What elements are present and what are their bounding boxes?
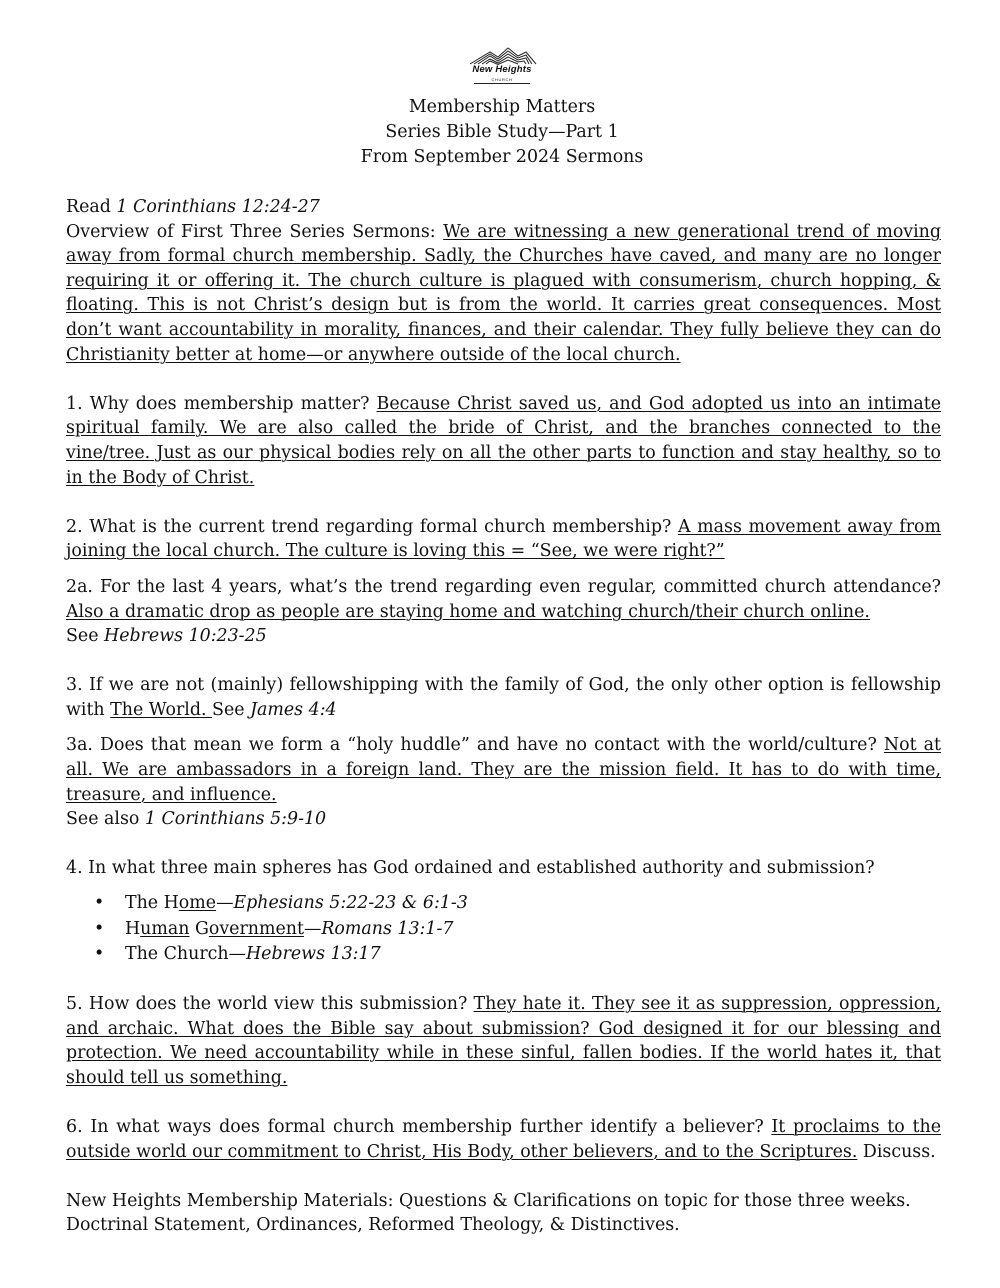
item-underlined: overnment <box>208 918 304 939</box>
mountain-icon <box>460 46 544 66</box>
question-2 <box>66 515 941 564</box>
item-underlined: ome <box>178 893 217 914</box>
overview-paragraph <box>66 220 941 368</box>
footer-line: Doctrinal Statement, Ordinances, Reformed Theology, & Distinctives. <box>66 1215 680 1236</box>
list-item <box>66 942 941 968</box>
scripture-reference: 1 Corinthians 5:9-10 <box>144 809 327 830</box>
scripture-reference: Hebrews 10:23-25 <box>104 626 267 647</box>
see-label: See <box>66 626 105 647</box>
scripture-reference: 1 Corinthians 12:24-27 <box>116 197 320 217</box>
document-source: From September 2024 Sermons <box>360 147 644 167</box>
question-text: 6. In what ways does formal church membership further identify a believer? <box>66 1117 772 1138</box>
read-line <box>66 195 941 220</box>
overview-label: Overview of First Three Series Sermons: <box>66 221 444 242</box>
footer-line: New Heights Membership Materials: Questions & Clarifications on topic for those three weeks. <box>66 1190 911 1211</box>
overview-answer: We are witnessing a new generational trend of moving away from formal church membership. Sadly, the Churches have caved, and many are no longer requiring it or offering it. The church culture is plagued with consumerism, church hopping, & floating. This is not Christ’s design but is from the world. It carries great consequences. Most don’t want accountability in morality, finances, and their calendar. They fully believe they can do Christianity better at home—or anywhere outside of the local church. <box>66 221 942 365</box>
answer-text: The World. <box>110 699 213 720</box>
question-text: 5. How does the world view this submission? <box>66 994 474 1015</box>
scripture-reference: Ephesians 5:22-23 & 6:1-3 <box>233 893 468 914</box>
bullet-icon: • <box>94 918 105 939</box>
read-label: Read <box>66 197 117 217</box>
answer-text: It proclaims to the outside world our commitment to Christ, His Body, other believers, and to the Scriptures. <box>66 1117 941 1162</box>
document-subtitle: Series Bible Study—Part 1 <box>385 122 619 142</box>
church-logo <box>460 46 544 90</box>
answer-text: Not at all. We are ambassadors in a foreign land. They are the mission field. It has to do with time, treasure, and influence. <box>66 735 942 805</box>
study-content <box>66 195 941 1238</box>
footer-note <box>66 1189 941 1238</box>
document-header <box>0 95 1000 170</box>
item-text: The H <box>125 893 179 914</box>
question-text: 3a. Does that mean we form a “holy huddle” and have no contact with the world/culture? <box>66 735 884 756</box>
list-item <box>66 917 941 943</box>
question-5 <box>66 992 941 1090</box>
question-text: 3. If we are not (mainly) fellowshipping with the family of God, the only other option is fellowship with <box>66 675 941 720</box>
logo-divider <box>474 83 530 84</box>
scripture-reference: Hebrews 13:17 <box>245 944 381 965</box>
item-underlined: uman <box>140 918 190 939</box>
question-6 <box>66 1115 941 1164</box>
list-item <box>66 891 941 917</box>
question-text: 2. What is the current trend regarding formal church membership? <box>66 516 678 537</box>
question-1 <box>66 392 941 490</box>
question-2a <box>66 575 941 649</box>
discuss-text: Discuss. <box>857 1141 936 1162</box>
answer-text: Also a dramatic drop as people are staying home and watching church/their church online. <box>66 601 870 622</box>
answer-text: Because Christ saved us, and God adopted us into an intimate spiritual family. We are also called the bride of Christ, and the branches connected to the vine/tree. Just as our physical bodies rely on all the other parts to function and stay healthy, so to in the Body of Christ. <box>66 393 941 488</box>
answer-text: A mass movement away from joining the local church. The culture is loving this = “See, we were right?” <box>66 516 941 562</box>
question-text: 1. Why does membership matter? <box>66 393 377 414</box>
item-text: H <box>125 918 141 939</box>
see-label: See <box>212 699 251 720</box>
logo-subtitle: CHURCH <box>491 77 513 82</box>
item-dash: — <box>216 893 234 914</box>
question-text: 2a. For the last 4 years, what’s the trend regarding even regular, committed church attendance? <box>66 576 941 597</box>
bullet-icon: • <box>94 893 105 914</box>
scripture-reference: Romans 13:1-7 <box>321 918 454 939</box>
logo-name: New Heights <box>472 64 532 75</box>
answer-text: They hate it. They see it as suppression, oppression, and archaic. What does the Bible say about submission? God designed it for our blessing and protection. We need accountability while in these sinful, fallen bodies. If the world hates it, that should tell us something. <box>66 994 941 1088</box>
bullet-icon: • <box>94 944 105 965</box>
question-3a <box>66 733 941 831</box>
item-text: The Church— <box>125 944 246 965</box>
question-4: 4. In what three main spheres has God ordained and established authority and submission? <box>66 858 875 879</box>
document-title: Membership Matters <box>408 97 596 117</box>
see-label: See also <box>66 809 145 830</box>
item-dash: — <box>303 918 322 939</box>
question-3 <box>66 673 941 722</box>
item-text: G <box>189 918 209 939</box>
scripture-reference: James 4:4 <box>250 699 337 720</box>
spheres-list <box>66 891 941 968</box>
